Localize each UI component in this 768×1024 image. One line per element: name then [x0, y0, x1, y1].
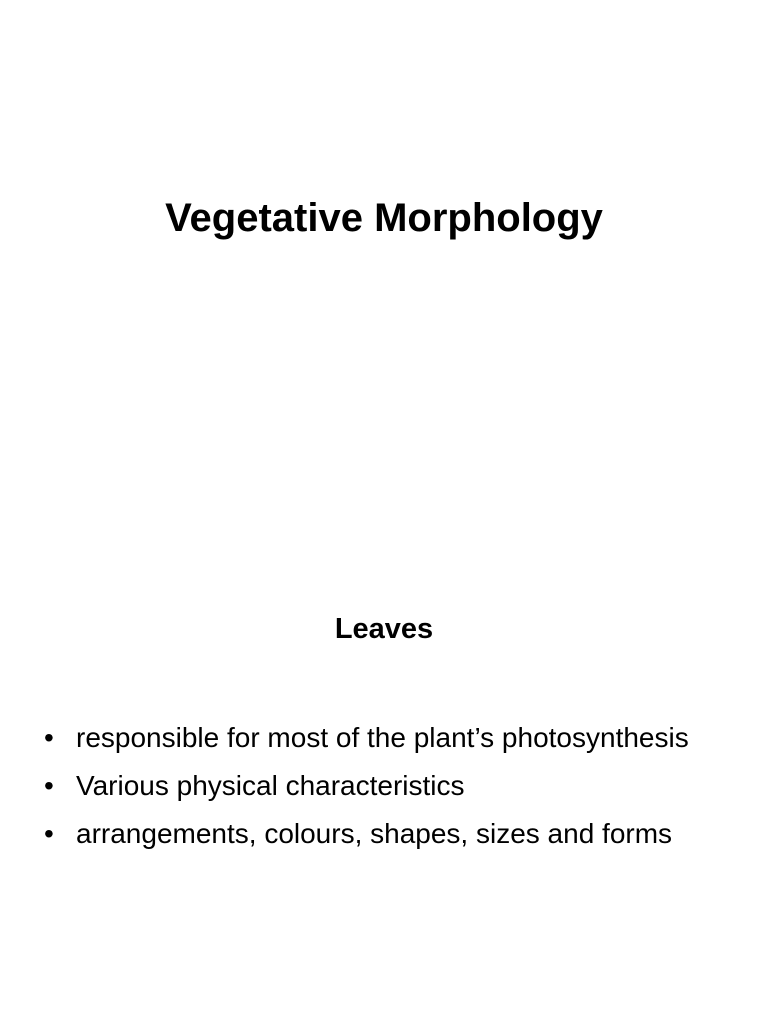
bullet-text-1: responsible for most of the plant’s photosynthesis — [76, 722, 689, 753]
bullet-item-3 — [40, 814, 750, 854]
bullet-icon: • — [44, 770, 54, 801]
bullet-list — [40, 718, 750, 862]
bullet-icon: • — [44, 818, 54, 849]
slide-title: Vegetative Morphology — [165, 196, 603, 240]
bullet-text-2: Various physical characteristics — [76, 770, 465, 801]
bullet-item-2 — [40, 766, 750, 806]
bullet-icon: • — [44, 722, 54, 753]
bullet-item-1 — [40, 718, 750, 758]
section-heading: Leaves — [334, 613, 434, 645]
bullet-text-3: arrangements, colours, shapes, sizes and forms — [76, 818, 673, 849]
